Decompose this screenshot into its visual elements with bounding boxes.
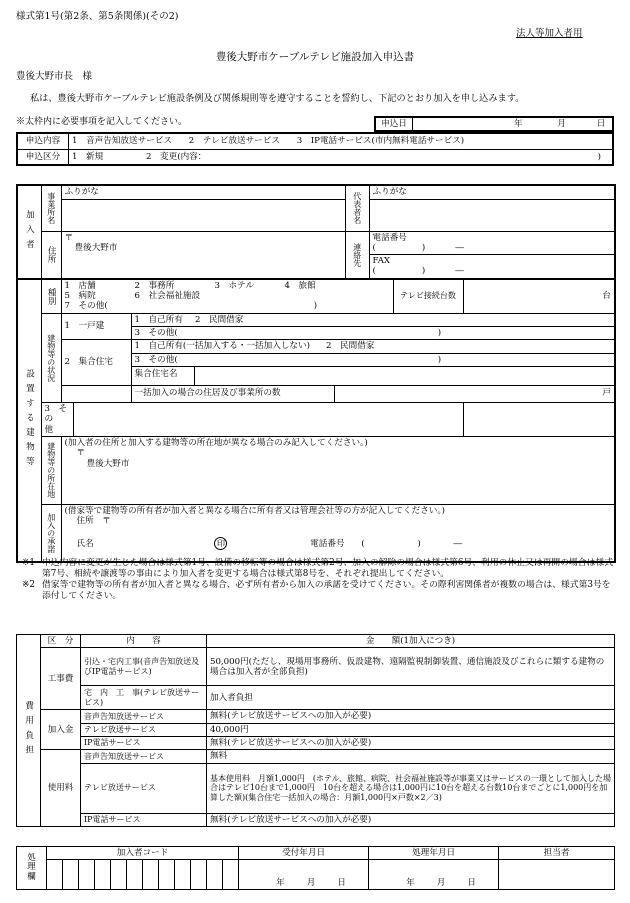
building-type-5[interactable]: 5 病院 (64, 291, 96, 302)
received-day: 日 (337, 878, 346, 888)
form-number: 様式第1号(第2条、第5条関係)(その2) (16, 11, 179, 22)
location-city: 豊後大野市 (86, 458, 130, 469)
fax-label: FAX (372, 256, 391, 267)
collective-name-row[interactable] (131, 366, 615, 385)
code-box-10[interactable] (191, 860, 207, 890)
building-type-2[interactable]: 2 事務所 (134, 280, 175, 291)
type-label: 申込区分 (17, 149, 69, 165)
location-input[interactable] (61, 436, 615, 504)
note-2-mark: ※2 (22, 579, 35, 590)
collective-other[interactable] (131, 353, 615, 366)
consent-phone-paren-close: ) (417, 538, 421, 549)
type-change[interactable]: 2 変更(内容： (145, 151, 207, 162)
rep-label: 代表者名 (345, 185, 369, 231)
usage-row1-content: 音声告知放送サービス (81, 750, 207, 763)
consent-label: 加入の承諾 (41, 504, 61, 562)
consent-phone-label: 電話番号 (310, 538, 345, 549)
membership-label: 加入金 (41, 710, 81, 750)
code-box-9[interactable] (175, 860, 191, 890)
detached-other[interactable] (131, 327, 615, 340)
usage-row3-content: IP電話サービス (81, 813, 207, 826)
rep-name-input[interactable] (369, 199, 615, 231)
collective-name-label: 集合住宅名 (132, 367, 195, 385)
processed-date-input[interactable] (369, 860, 499, 890)
phone-paren-open: ( (372, 242, 376, 253)
notes (22, 558, 614, 602)
application-table (16, 132, 614, 166)
code-box-11[interactable] (207, 860, 223, 890)
code-box-8[interactable] (159, 860, 175, 890)
fees-section-label: 費用負担 (17, 635, 41, 827)
pledge-text: 私は、豊後大野市ケーブルテレビ施設条例及び関係規則等を遵守することを誓約し、下記のとおり加入を申し込みます。 (30, 93, 525, 104)
fees-header-category: 区 分 (41, 635, 81, 648)
detached-opt1[interactable]: 1 自己所有 (134, 314, 183, 325)
processing-table (16, 846, 615, 890)
consent-note: (借家等で建物等の所有者が加入者と異なる場合に所有者又は管理会社等の方が記入してください。) (64, 505, 446, 516)
building-type-4[interactable]: 4 旅館 (284, 280, 316, 291)
received-date-input[interactable] (239, 860, 369, 890)
detached-label[interactable]: 1 一戸建 (61, 313, 131, 340)
subscriber-section-label: 加入者 (17, 185, 41, 279)
note-2-text: 借家等で建物等の所有者が加入者と異なる場合、必ず所有者から加入の承諾を受けてください。その際利害関係者が複数の場合は、様式第3号を添付してください。 (42, 579, 611, 601)
construction-row2-content: 宅 内 工 事(テレビ放送サービス) (81, 686, 207, 710)
fax-dash: ― (455, 266, 464, 277)
type-new[interactable]: 1 新規 (72, 151, 104, 162)
construction-row2-amount: 加入者負担 (207, 686, 615, 710)
building-other-label[interactable]: 3 そ の 他 (41, 402, 73, 436)
office-name-label: 事業所名 (41, 185, 61, 231)
date-year: 年 (514, 119, 523, 129)
processing-label: 処理欄 (17, 847, 47, 890)
usage-row1-amount: 無料 (207, 750, 615, 763)
phone-dash: ― (455, 242, 464, 253)
building-other-input[interactable] (73, 402, 463, 436)
detached-opt2[interactable]: 2 民間借家 (194, 314, 244, 325)
rep-furigana: ふりがな (369, 185, 615, 199)
application-date-table (374, 116, 614, 132)
subscriber-building-table (16, 184, 616, 563)
postal-mark: 〒 (64, 232, 74, 243)
processing-staff-label: 担当者 (499, 847, 615, 860)
consent-name-label: 氏名 (76, 538, 94, 549)
detached-owner-options[interactable] (131, 313, 615, 326)
location-postal: 〒 (76, 448, 86, 459)
consent-seal-mark: 印 (214, 537, 227, 550)
location-note: (加入者の住所と加入する建物等の所在地が異なる場合のみ記入してください。) (64, 437, 368, 448)
code-box-1[interactable] (47, 860, 63, 890)
collective-opt1[interactable]: 1 自己所有(一括加入する・一括加入しない) (134, 341, 310, 352)
membership-row2-amount: 40,000円 (207, 723, 615, 736)
received-month: 月 (306, 878, 316, 888)
collective-other-label[interactable]: 3 その他( (134, 354, 178, 365)
membership-row2-content: テレビ放送サービス (81, 723, 207, 736)
collective-label[interactable]: 2 集合住宅 (61, 340, 131, 386)
building-type-7-close: ) (313, 301, 318, 312)
phone-field[interactable] (369, 231, 615, 255)
staff-input[interactable] (499, 860, 615, 890)
construction-label: 工事費 (41, 648, 81, 710)
content-option-2[interactable]: 2 テレビ放送サービス (188, 136, 280, 147)
type-close: ) (597, 151, 601, 162)
processing-received-label: 受付年月日 (239, 847, 369, 860)
instruction-note: ※太枠内に必要事項を記入してください。 (16, 117, 188, 127)
received-year: 年 (276, 878, 285, 888)
tv-count-unit: 台 (602, 291, 612, 302)
content-options[interactable] (69, 133, 614, 149)
usage-row2-content: テレビ放送サービス (81, 763, 207, 813)
office-name-input[interactable] (61, 199, 345, 231)
usage-label: 使用料 (41, 750, 81, 827)
code-box-3[interactable] (79, 860, 95, 890)
processing-processed-label: 処理年月日 (369, 847, 499, 860)
membership-row1-amount: 無料(テレビ放送サービスへの加入が必要) (207, 710, 615, 723)
note-1-text: 申込内容に変更が生じた場合は様式第1号、設備の移転等の場合は様式第2号、加入の解除の場合は様式第6号、利用の休止又は再開の場合は様式第7号、相続や譲渡等の事由により加入者を変更する場合は様式第8号を、それぞれ提出してください。 (42, 558, 613, 579)
fax-paren-open: ( (372, 266, 376, 277)
consent-address: 住所 〒 (76, 516, 111, 527)
usage-row3-amount: 無料(テレビ放送サービスへの加入が必要) (207, 813, 615, 826)
type-kind-label: 種別 (41, 279, 61, 313)
content-option-1[interactable]: 1 音声告知放送サービス (72, 136, 172, 147)
membership-row3-amount: 無料(テレビ放送サービスへの加入が必要) (207, 736, 615, 749)
code-box-7[interactable] (143, 860, 159, 890)
code-box-4[interactable] (95, 860, 111, 890)
processed-year: 年 (406, 878, 415, 888)
phone-paren-close: ) (421, 242, 426, 253)
collective-owner-options[interactable] (131, 340, 615, 353)
construction-row1-amount: 50,000円(ただし、現場用事務所、仮設建物、遠隔監視制御装置、通信施設及びこれらに類する建物の場合は加入者が全部負担) (207, 648, 615, 686)
date-label: 申込日 (375, 117, 413, 131)
building-type-3[interactable]: 3 ホテル (214, 280, 254, 291)
usage-row2-amount: 基本使用料 月額1,000円 (ホテル、旅館、病院、社会福祉施設等が事業又はサービスの一環として加入した場合はテレビ10台まで1,000円 10台を超える場合は1,000円に10台を超える台数10台までごとに1,000円を加算した額)(集合住宅一括加入の場合：月額1,000円×戸数×2／3) (207, 763, 615, 813)
bulk-spacer (61, 385, 131, 402)
collective-opt2[interactable]: 2 民間借家 (325, 341, 375, 352)
addressee: 豊後大野市長 様 (16, 71, 93, 82)
tv-count-input[interactable] (463, 279, 615, 313)
processed-month: 月 (436, 878, 446, 888)
note-1-mark: ※1 (22, 558, 35, 568)
building-type-7[interactable]: 7 その他( (64, 301, 108, 312)
processed-day: 日 (467, 878, 476, 888)
bulk-label: 一括加入の場合の住居及び事業所の数 (132, 386, 335, 402)
type-options[interactable] (69, 149, 614, 165)
detached-other-label[interactable]: 3 その他( (134, 328, 178, 338)
collective-name-input[interactable] (195, 367, 615, 385)
fax-paren-close: ) (421, 266, 426, 277)
address-label: 住所 (41, 231, 61, 279)
building-type-6[interactable]: 6 社会福祉施設 (134, 291, 201, 302)
membership-row1-content: 音声告知放送サービス (81, 710, 207, 723)
status-label: 建物等の状況 (41, 313, 61, 402)
fax-field[interactable] (369, 255, 615, 279)
phone-label: 電話番号 (372, 232, 407, 243)
tv-count-label: テレビ接続台数 (393, 279, 463, 313)
location-label: 建物等の所在地 (41, 436, 61, 504)
content-label: 申込内容 (17, 133, 69, 149)
building-type-options[interactable] (61, 279, 393, 313)
form-purpose: 法人等加入者用 (516, 28, 583, 39)
consent-input[interactable] (61, 504, 615, 562)
date-day: 日 (596, 119, 606, 129)
fees-table (16, 634, 615, 827)
membership-row3-content: IP電話サービス (81, 736, 207, 749)
construction-row1-content: 引込・宅内工事(音声告知放送及びIP電話サービス) (81, 648, 207, 686)
code-box-6[interactable] (127, 860, 143, 890)
code-box-5[interactable] (111, 860, 127, 890)
date-month: 月 (557, 119, 566, 129)
building-section-label: 設置する建物等 (17, 279, 41, 563)
address-city: 豊後大野市 (74, 242, 118, 253)
fees-header-amount: 金 額(1加入につき) (207, 635, 615, 648)
collective-other-close: ) (437, 354, 442, 365)
page-title: 豊後大野市ケーブルテレビ施設加入申込書 (215, 51, 415, 63)
consent-phone-dash: ― (453, 538, 463, 549)
processing-code-label: 加入者コード (47, 847, 239, 860)
code-box-12[interactable] (223, 860, 239, 890)
code-box-2[interactable] (63, 860, 79, 890)
date-field[interactable] (413, 117, 614, 131)
bulk-row[interactable] (131, 385, 615, 402)
detached-other-close: ) (437, 328, 442, 338)
contact-label: 連絡先 (345, 231, 369, 279)
fees-header-content: 内 容 (81, 635, 207, 648)
consent-phone-paren-open: ( (361, 538, 365, 549)
content-option-3[interactable]: 3 IP電話サービス(市内無料電話サービス) (296, 136, 465, 147)
bulk-unit: 戸 (602, 387, 612, 398)
address-input[interactable] (61, 231, 345, 279)
building-type-1[interactable]: 1 店舗 (64, 280, 96, 291)
office-furigana: ふりがな (61, 185, 345, 199)
